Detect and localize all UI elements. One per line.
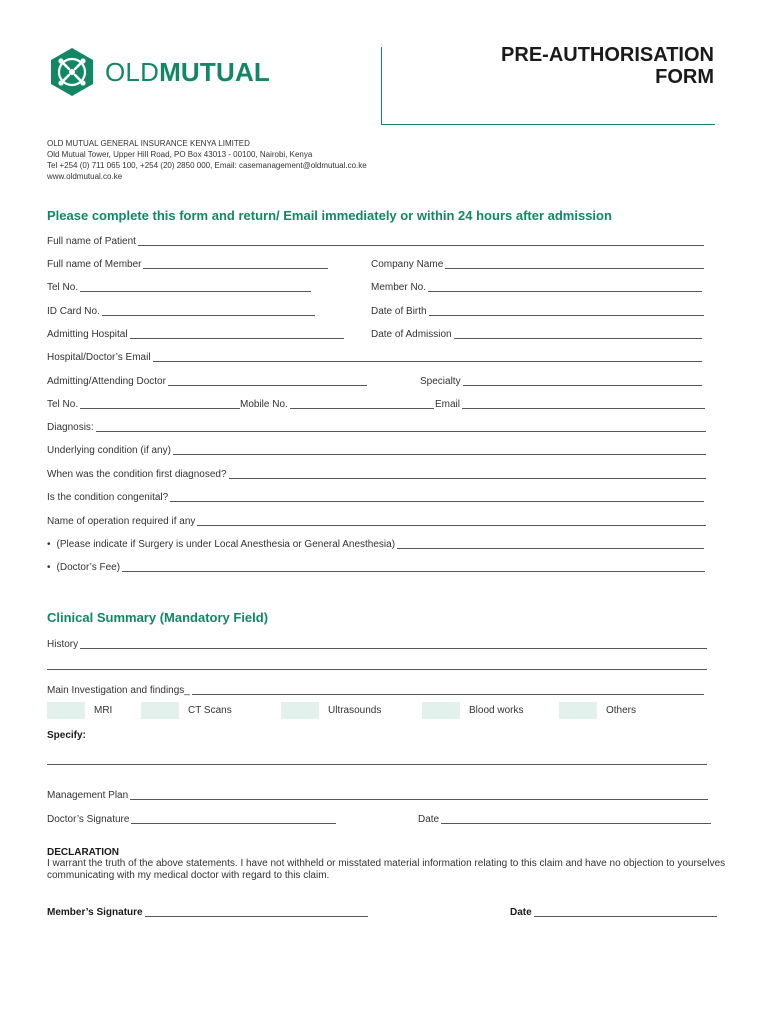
field-member-signature[interactable]: Member’s Signature [47,904,368,918]
form-instruction: Please complete this form and return/ Email immediately or within 24 hours after admission [47,208,612,223]
company-contact: Tel +254 (0) 711 065 100, +254 (20) 2850 000, Email: casemanagement@oldmutual.co.ke [47,161,367,170]
checkbox-ultrasounds[interactable]: Ultrasounds [281,702,381,719]
old-mutual-logo [47,47,270,97]
field-member-date[interactable]: Date [510,904,717,918]
checkbox-box[interactable] [47,702,85,719]
checkbox-others[interactable]: Others [559,702,636,719]
field-doctor-signature[interactable]: Doctor’s Signature [47,811,336,825]
field-id-card-no[interactable]: ID Card No. [47,303,315,317]
field-email[interactable]: Email [435,396,705,410]
old-mutual-logo-icon [47,47,97,97]
declaration-title: DECLARATION [47,847,120,858]
header-horizontal-divider [381,124,715,125]
checkbox-blood-works[interactable]: Blood works [422,702,523,719]
form-title: PRE-AUTHORISATION FORM [501,44,714,88]
checkbox-ct-scans[interactable]: CT Scans [141,702,232,719]
field-congenital[interactable]: Is the condition congenital? [47,489,704,503]
company-name: OLD MUTUAL GENERAL INSURANCE KENYA LIMITED [47,139,250,148]
field-diagnosis[interactable]: Diagnosis: [47,419,706,433]
field-date-of-birth[interactable]: Date of Birth [371,303,704,317]
logo-wordmark: OLDMUTUAL [105,57,271,87]
specify-line[interactable] [47,764,707,765]
field-date-of-admission[interactable]: Date of Admission [371,326,702,340]
field-history[interactable]: History [47,636,707,650]
field-full-name-patient[interactable]: Full name of Patient [47,233,704,247]
field-hospital-email[interactable]: Hospital/Doctor’s Email [47,349,702,363]
investigation-checkboxes [47,702,667,720]
field-doctors-fee[interactable]: • (Doctor’s Fee) [47,559,705,573]
history-extra-line[interactable] [47,669,707,670]
field-first-diagnosed[interactable]: When was the condition first diagnosed? [47,466,706,480]
specify-label: Specify: [47,730,86,741]
field-anesthesia[interactable]: • (Please indicate if Surgery is under Local Anesthesia or General Anesthesia) [47,536,704,550]
field-doctor-date[interactable]: Date [418,811,711,825]
field-mobile-no[interactable]: Mobile No. [240,396,434,410]
company-details [47,138,367,182]
field-main-investigation[interactable]: Main Investigation and findings_ [47,682,704,696]
checkbox-box[interactable] [422,702,460,719]
checkbox-mri[interactable]: MRI [47,702,112,719]
field-tel-no[interactable]: Tel No. [47,279,311,293]
checkbox-box[interactable] [559,702,597,719]
checkbox-box[interactable] [281,702,319,719]
field-admitting-hospital[interactable]: Admitting Hospital [47,326,344,340]
declaration-text: I warrant the truth of the above statements. I have not withheld or misstated material information relating to this claim and have no objection to yourselves communicating with my medical doctor with regard to this claim. [47,858,726,881]
field-member-no[interactable]: Member No. [371,279,702,293]
field-specialty[interactable]: Specialty [420,373,702,387]
field-management-plan[interactable]: Management Plan [47,787,708,801]
company-website[interactable]: www.oldmutual.co.ke [47,172,123,181]
field-company-name[interactable]: Company Name [371,256,704,270]
field-full-name-member[interactable]: Full name of Member [47,256,328,270]
field-operation-required[interactable]: Name of operation required if any [47,513,706,527]
field-doctor-tel-no[interactable]: Tel No. [47,396,240,410]
field-underlying-condition[interactable]: Underlying condition (if any) [47,442,706,456]
checkbox-box[interactable] [141,702,179,719]
clinical-summary-title: Clinical Summary (Mandatory Field) [47,610,269,625]
company-address: Old Mutual Tower, Upper Hill Road, PO Box 43013 - 00100, Nairobi, Kenya [47,150,313,159]
field-admitting-doctor[interactable]: Admitting/Attending Doctor [47,373,367,387]
header-vertical-divider [381,47,382,125]
